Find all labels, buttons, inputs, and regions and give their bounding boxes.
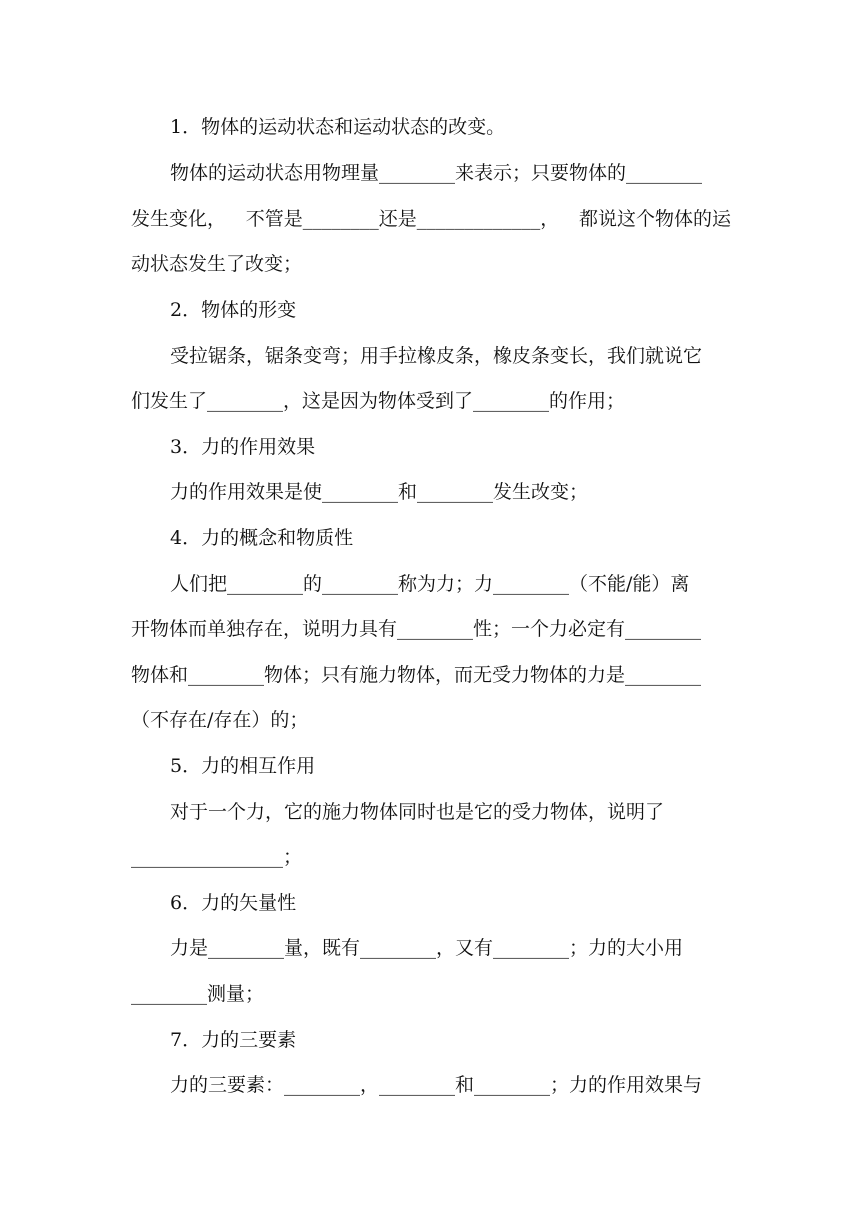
text-segment: 发生变化， xyxy=(131,208,227,230)
paragraph-line: 力是________量，既有________，又有________；力的大小用 xyxy=(170,937,684,959)
paragraph-line: 对于一个力，它的施力物体同时也是它的受力物体，说明了 xyxy=(170,801,665,823)
paragraph-line: 人们把________的________称为力；力________（不能/能）离 xyxy=(170,573,690,595)
section-heading: 7．力的三要素 xyxy=(170,1029,297,1051)
paragraph-line: 动状态发生了改变； xyxy=(131,253,303,275)
paragraph-line: 物体的运动状态用物理量________来表示；只要物体的________ xyxy=(170,162,703,184)
paragraph-line: ________测量； xyxy=(131,983,265,1005)
section-heading: 4．力的概念和物质性 xyxy=(170,527,354,549)
paragraph-line: 开物体而单独存在，说明力具有________性；一个力必定有________ xyxy=(131,618,702,640)
paragraph-line: 力的作用效果是使________和________发生改变； xyxy=(170,481,589,503)
paragraph-line: 力的三要素：________，________和________；力的作用效果与 xyxy=(170,1074,703,1096)
section-heading: 2．物体的形变 xyxy=(170,299,297,321)
paragraph-line: 们发生了________，这是因为物体受到了________的作用； xyxy=(131,390,626,412)
section-heading: 1．物体的运动状态和运动状态的改变。 xyxy=(170,116,506,138)
paragraph-line: ________________； xyxy=(131,846,303,868)
paragraph-line: （不存在/存在）的； xyxy=(131,709,309,731)
text-segment: 都说这个物体的运 xyxy=(578,208,731,230)
paragraph-line: 物体和________物体；只有施力物体，而无受力物体的力是________ xyxy=(131,664,702,686)
section-heading: 3．力的作用效果 xyxy=(170,436,316,458)
paragraph-line: 受拉锯条，锯条变弯；用手拉橡皮条，橡皮条变长，我们就说它 xyxy=(170,345,703,367)
section-heading: 5．力的相互作用 xyxy=(170,755,316,777)
paragraph-line xyxy=(131,207,731,231)
section-heading: 6．力的矢量性 xyxy=(170,892,297,914)
text-segment: 不管是________还是_____________， xyxy=(245,208,560,230)
